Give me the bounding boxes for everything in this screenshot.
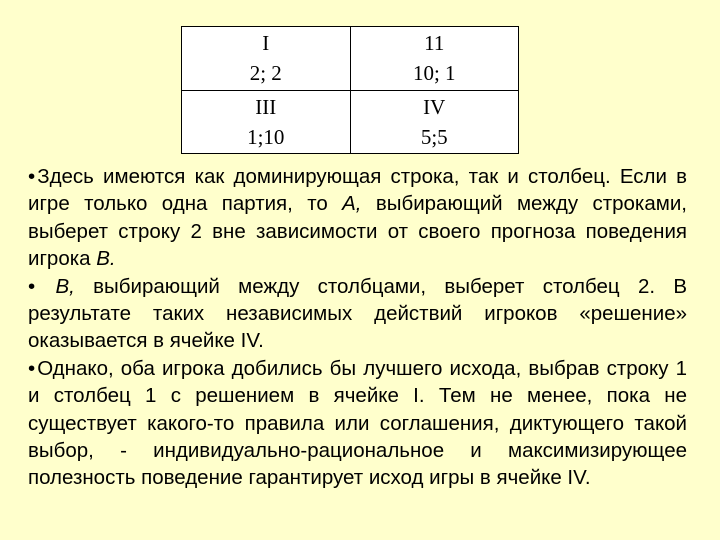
cell-label: I bbox=[262, 31, 270, 56]
matrix-cell-2-1 bbox=[182, 90, 351, 154]
cell-payoff: 1;10 bbox=[247, 124, 285, 149]
cell-payoff: 10; 1 bbox=[412, 61, 456, 86]
text-segment: Однако, оба игрока добились бы лучшего исхода, выбрав строку 1 и столбец 1 с решением в ячейке I. Тем не менее, пока не существует какого-то правила или соглашения, диктующего такой выбор, - индивидуально-рациональное и максимизирующее полезность поведение гарантирует исход игры в ячейке IV. bbox=[28, 356, 687, 490]
text-segment bbox=[37, 275, 55, 298]
body-text bbox=[28, 163, 687, 492]
cell-payoff: 5;5 bbox=[420, 124, 448, 149]
player-a-label: А, bbox=[342, 192, 362, 216]
cell-label: 11 bbox=[424, 31, 445, 56]
paragraph-player-b bbox=[28, 273, 687, 355]
matrix-cell-1-2 bbox=[350, 27, 519, 91]
matrix-row bbox=[182, 90, 519, 154]
matrix-row bbox=[182, 27, 519, 91]
matrix-cell-2-2 bbox=[350, 90, 519, 154]
payoff-matrix-table bbox=[181, 26, 519, 154]
text-segment: выбирающий между строками, выберет строку 2 вне зависимости от своего прогноза поведения игрока bbox=[28, 192, 687, 271]
text-segment: выбирающий между столбцами, выберет столбец 2. В результате таких независимых действий игроков «решение» оказывается в ячейке IV. bbox=[28, 274, 687, 353]
player-b-label: В. bbox=[96, 247, 116, 271]
paragraph-conclusion bbox=[28, 355, 687, 492]
text-segment: Здесь имеются как доминирующая строка, так и столбец. Если в игре только одна партия, то bbox=[28, 165, 687, 216]
bullet-icon: • bbox=[28, 274, 36, 298]
bullet-icon: • bbox=[28, 356, 36, 380]
paragraph-dominance bbox=[28, 163, 687, 273]
cell-label: III bbox=[255, 94, 277, 119]
cell-label: IV bbox=[423, 94, 446, 119]
matrix-cell-1-1 bbox=[182, 27, 351, 91]
cell-payoff: 2; 2 bbox=[249, 61, 282, 86]
player-b-label: В, bbox=[55, 274, 75, 298]
bullet-icon: • bbox=[28, 165, 36, 188]
